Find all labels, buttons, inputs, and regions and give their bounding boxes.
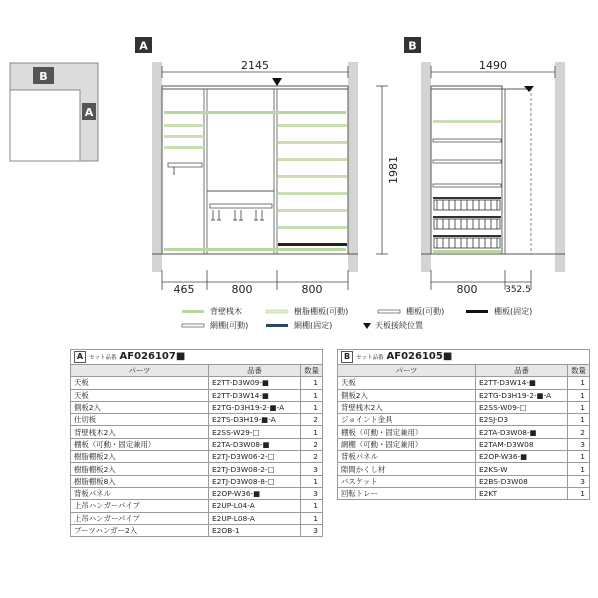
table-row <box>71 500 323 512</box>
part-name: 背板パネル <box>71 487 209 499</box>
table-row <box>71 463 323 475</box>
part-qty: 1 <box>301 475 323 487</box>
table-b-title <box>338 350 590 365</box>
table-b-set-label: セット品番 <box>356 354 384 361</box>
part-code: E2OP-W36-■ <box>476 451 568 463</box>
part-code: E2UP-L08-A <box>209 512 301 524</box>
part-name: 側板2入 <box>338 389 476 401</box>
part-name: 背壁桟木2入 <box>338 401 476 413</box>
table-row <box>338 487 590 499</box>
table-row <box>338 451 590 463</box>
table-b-set-code: AF026105■ <box>386 350 453 362</box>
table-row <box>338 414 590 426</box>
top-joint-marker <box>272 78 282 86</box>
part-qty: 1 <box>301 389 323 401</box>
part-code: E2BS-D3W08 <box>476 475 568 487</box>
part-name: 樹脂棚板8入 <box>71 475 209 487</box>
legend-back-rail: 背壁桟木 <box>210 307 242 316</box>
part-name: ブーツハンガー2入 <box>71 524 209 536</box>
part-name: 隙間かくし材 <box>338 463 476 475</box>
part-code: E2TAM-D3W08 <box>476 438 568 450</box>
part-code: E2TG-D3H19-2-■-A <box>209 401 301 413</box>
part-code: E2TT-D3W09-■ <box>209 377 301 389</box>
table-b-letter: B <box>341 351 353 363</box>
dim-b-left: 800 <box>456 283 478 296</box>
part-qty: 1 <box>568 377 590 389</box>
part-name: 天板 <box>71 377 209 389</box>
section-b-label: B <box>408 39 417 53</box>
part-code: E2TG-D3H19-2-■-A <box>476 389 568 401</box>
part-qty: 1 <box>301 401 323 413</box>
part-name: 背壁桟木2入 <box>71 426 209 438</box>
part-code: E2TJ-D3W08-8-□ <box>209 475 301 487</box>
legend-top-joint: 天板接続位置 <box>375 321 423 330</box>
table-b-body <box>338 377 590 500</box>
part-name: 上吊ハンガーパイプ <box>71 512 209 524</box>
table-row <box>71 377 323 389</box>
table-row <box>71 451 323 463</box>
col-header-part: パーツ <box>71 365 209 377</box>
part-code: E2KT <box>476 487 568 499</box>
part-code: E2OP-W36-■ <box>209 487 301 499</box>
legend-net-fixed: 網棚(固定) <box>294 321 333 330</box>
dim-a-width: 2145 <box>241 59 269 72</box>
table-a-body <box>71 377 323 537</box>
part-name: 回転トレー <box>338 487 476 499</box>
part-qty: 1 <box>301 500 323 512</box>
table-row <box>71 475 323 487</box>
part-name: 天板 <box>338 377 476 389</box>
col-header-qty: 数量 <box>301 365 323 377</box>
table-a-title <box>71 350 323 365</box>
part-name: 樹脂棚板2入 <box>71 451 209 463</box>
dim-b-width: 1490 <box>479 59 507 72</box>
table-row <box>71 426 323 438</box>
legend-resin-shelf: 樹脂棚板(可動) <box>294 307 349 316</box>
part-qty: 3 <box>568 475 590 487</box>
section-a-label: A <box>139 39 148 53</box>
part-code: E2SS-W09-□ <box>476 401 568 413</box>
part-name: 網棚（可動・固定兼用） <box>338 438 476 450</box>
table-row <box>71 487 323 499</box>
part-name: ジョイント金具 <box>338 414 476 426</box>
dim-a-height: 1981 <box>387 156 400 184</box>
parts-table-b <box>337 349 590 500</box>
table-row <box>338 463 590 475</box>
part-code: E2SJ-D3 <box>476 414 568 426</box>
table-a-set-label: セット品番 <box>89 354 117 361</box>
part-qty: 3 <box>301 487 323 499</box>
table-a-set-code: AF026107■ <box>119 350 186 362</box>
dim-a-mid: 800 <box>231 283 253 296</box>
part-qty: 3 <box>568 438 590 450</box>
table-row <box>71 512 323 524</box>
part-qty: 1 <box>301 512 323 524</box>
table-row <box>338 438 590 450</box>
elevation-b <box>421 62 565 272</box>
part-code: E2TS-D3H19-■-A <box>209 414 301 426</box>
key-plan <box>10 63 98 161</box>
part-qty: 3 <box>301 524 323 536</box>
part-code: E2SS-W29-□ <box>209 426 301 438</box>
part-name: 上吊ハンガーパイプ <box>71 500 209 512</box>
legend-shelf-fixed: 棚板(固定) <box>494 307 533 316</box>
part-name: 側板2入 <box>71 401 209 413</box>
legend-joint-icon <box>363 323 371 329</box>
part-code: E2TA-D3W08-■ <box>476 426 568 438</box>
part-name: 天板 <box>71 389 209 401</box>
part-code: E2TT-D3W14-■ <box>209 389 301 401</box>
col-header-part: パーツ <box>338 365 476 377</box>
table-row <box>71 524 323 536</box>
part-qty: 2 <box>301 451 323 463</box>
part-code: E2KS-W <box>476 463 568 475</box>
col-header-code: 品番 <box>476 365 568 377</box>
part-qty: 1 <box>568 401 590 413</box>
table-row <box>338 389 590 401</box>
part-qty: 1 <box>568 451 590 463</box>
part-qty: 3 <box>301 463 323 475</box>
part-qty: 1 <box>568 414 590 426</box>
col-header-code: 品番 <box>209 365 301 377</box>
table-row <box>71 414 323 426</box>
dim-b-right: 352.5 <box>505 285 531 295</box>
part-qty: 2 <box>301 414 323 426</box>
part-name: 棚板（可動・固定兼用） <box>338 426 476 438</box>
part-name: 背板パネル <box>338 451 476 463</box>
table-row <box>338 475 590 487</box>
table-row <box>338 377 590 389</box>
parts-table-a <box>70 349 323 537</box>
dim-a-right: 800 <box>301 283 323 296</box>
part-name: バスケット <box>338 475 476 487</box>
part-name: 棚板（可動・固定兼用） <box>71 438 209 450</box>
part-code: E2OB-1 <box>209 524 301 536</box>
table-row <box>71 401 323 413</box>
dim-a-left: 465 <box>173 283 195 296</box>
part-qty: 2 <box>301 438 323 450</box>
key-b-label: B <box>39 70 48 83</box>
table-row <box>71 438 323 450</box>
table-row <box>71 389 323 401</box>
col-header-qty: 数量 <box>568 365 590 377</box>
part-code: E2UP-L04-A <box>209 500 301 512</box>
part-qty: 1 <box>301 377 323 389</box>
legend <box>182 306 532 330</box>
legend-shelf-movable: 棚板(可動) <box>406 307 445 316</box>
part-qty: 2 <box>568 426 590 438</box>
part-code: E2TJ-D3W06-2-□ <box>209 451 301 463</box>
part-qty: 1 <box>568 463 590 475</box>
legend-net-movable: 網棚(可動) <box>210 321 249 330</box>
part-qty: 1 <box>568 487 590 499</box>
elevation-a <box>152 62 358 272</box>
table-a-letter: A <box>74 351 86 363</box>
part-code: E2TA-D3W08-■ <box>209 438 301 450</box>
table-row <box>338 401 590 413</box>
part-code: E2TT-D3W14-■ <box>476 377 568 389</box>
key-a-label: A <box>84 106 94 119</box>
part-code: E2TJ-D3W08-2-□ <box>209 463 301 475</box>
table-row <box>338 426 590 438</box>
part-name: 仕切板 <box>71 414 209 426</box>
part-qty: 1 <box>568 389 590 401</box>
part-qty: 1 <box>301 426 323 438</box>
part-name: 樹脂棚板2入 <box>71 463 209 475</box>
